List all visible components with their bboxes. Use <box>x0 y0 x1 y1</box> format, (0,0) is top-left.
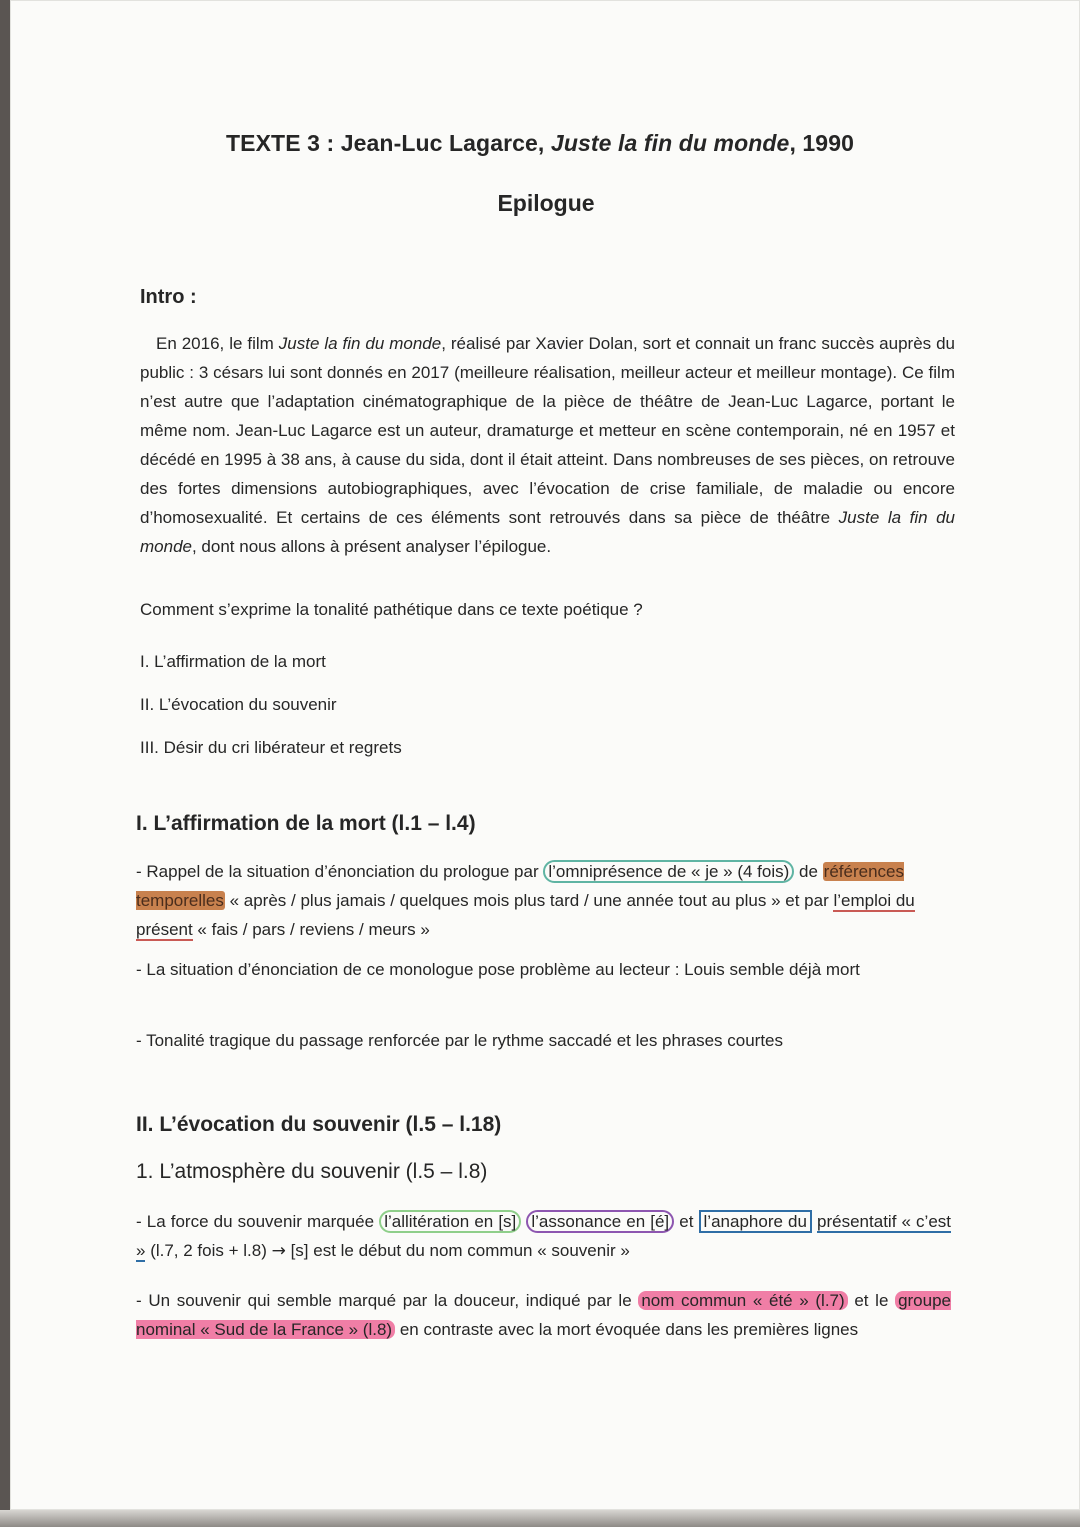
section-2-bullet-1: - La force du souvenir marquée l’allitération en [s] l’assonance en [é] et l’anaphore du présentatif « c’est » (l.7, 2 fois + l.8) → [s] est le début du nom commun « souvenir » <box>136 1212 952 1261</box>
highlight-purple: l’assonance en [é] <box>526 1210 674 1233</box>
page-left-edge <box>0 0 10 1527</box>
section-1-heading: I. L’affirmation de la mort (l.1 – l.4) <box>136 812 476 835</box>
highlight-green: l’allitération en [s] <box>379 1210 521 1233</box>
arrow-icon: → <box>271 1241 286 1261</box>
plan-list <box>140 640 402 769</box>
intro-paragraph: En 2016, le film Juste la fin du monde, réalisé par Xavier Dolan, sort et connait un franc succès auprès du public : 3 césars lui sont donnés en 2017 (meilleure réalisation, meilleur acteur et meilleur montage). Ce film n’est autre que l’adaptation cinématographique de la pièce de théâtre de Jean-Luc Lagarce, portant le même nom. Jean-Luc Lagarce est un auteur, dramaturge et metteur en scène contemporain, né en 1957 et décédé en 1995 à 38 ans, à cause du sida, dont il était atteint. Dans nombreuses de ses pièces, on retrouve des fortes dimensions autobiographiques, avec l’évocation de crise familiale, de maladie ou encore d’homosexualité. Et certains de ces éléments sont retrouvés dans sa pièce de théâtre Juste la fin du monde, dont nous allons à présent analyser l’épilogue. <box>140 334 955 556</box>
section-2-heading: II. L’évocation du souvenir (l.5 – l.18) <box>136 1113 502 1136</box>
box-blue: l’anaphore du <box>699 1210 812 1233</box>
problematic-question: Comment s’exprime la tonalité pathétique dans ce texte poétique ? <box>140 600 643 619</box>
section-1-bullet-1: - Rappel de la situation d’énonciation du prologue par l’omniprésence de « je » (4 fois) de références temporelles « après / plus jamais / quelques mois plus tard / une année tout au plus » et par l’emploi du présent « fais / pars / reviens / meurs » <box>136 862 915 939</box>
plan-item: II. L’évocation du souvenir <box>140 695 337 714</box>
page-bottom-edge <box>0 1510 1080 1527</box>
section-1-bullet-2: - La situation d’énonciation de ce monologue pose problème au lecteur : Louis semble déjà mort <box>136 960 860 979</box>
plan-item: I. L’affirmation de la mort <box>140 652 326 671</box>
document-subtitle: Epilogue <box>497 190 595 216</box>
underline-red: l’emploi du présent <box>136 891 915 939</box>
section-2-bullet-2: - Un souvenir qui semble marqué par la douceur, indiqué par le nom commun « été » (l.7) et le groupe nominal « Sud de la France » (l.8) en contraste avec la mort évoquée dans les premières lignes <box>136 1291 951 1339</box>
highlight-pink: groupe nominal « Sud de la France » (l.8) <box>136 1291 951 1339</box>
plan-item: III. Désir du cri libérateur et regrets <box>140 738 402 757</box>
highlight-pink: nom commun « été » (l.7) <box>638 1291 847 1310</box>
intro-heading: Intro : <box>140 286 197 308</box>
section-1-bullet-3: - Tonalité tragique du passage renforcée par le rythme saccadé et les phrases courtes <box>136 1031 783 1050</box>
section-2-subheading: 1. L’atmosphère du souvenir (l.5 – l.8) <box>136 1160 488 1183</box>
document-title: TEXTE 3 : Jean-Luc Lagarce, Juste la fin du monde, 1990 <box>226 130 854 156</box>
underline-blue: présentatif « c’est » <box>136 1212 952 1260</box>
highlight-orange: références temporelles <box>136 862 904 910</box>
highlight-teal: l’omniprésence de « je » (4 fois) <box>543 860 794 883</box>
